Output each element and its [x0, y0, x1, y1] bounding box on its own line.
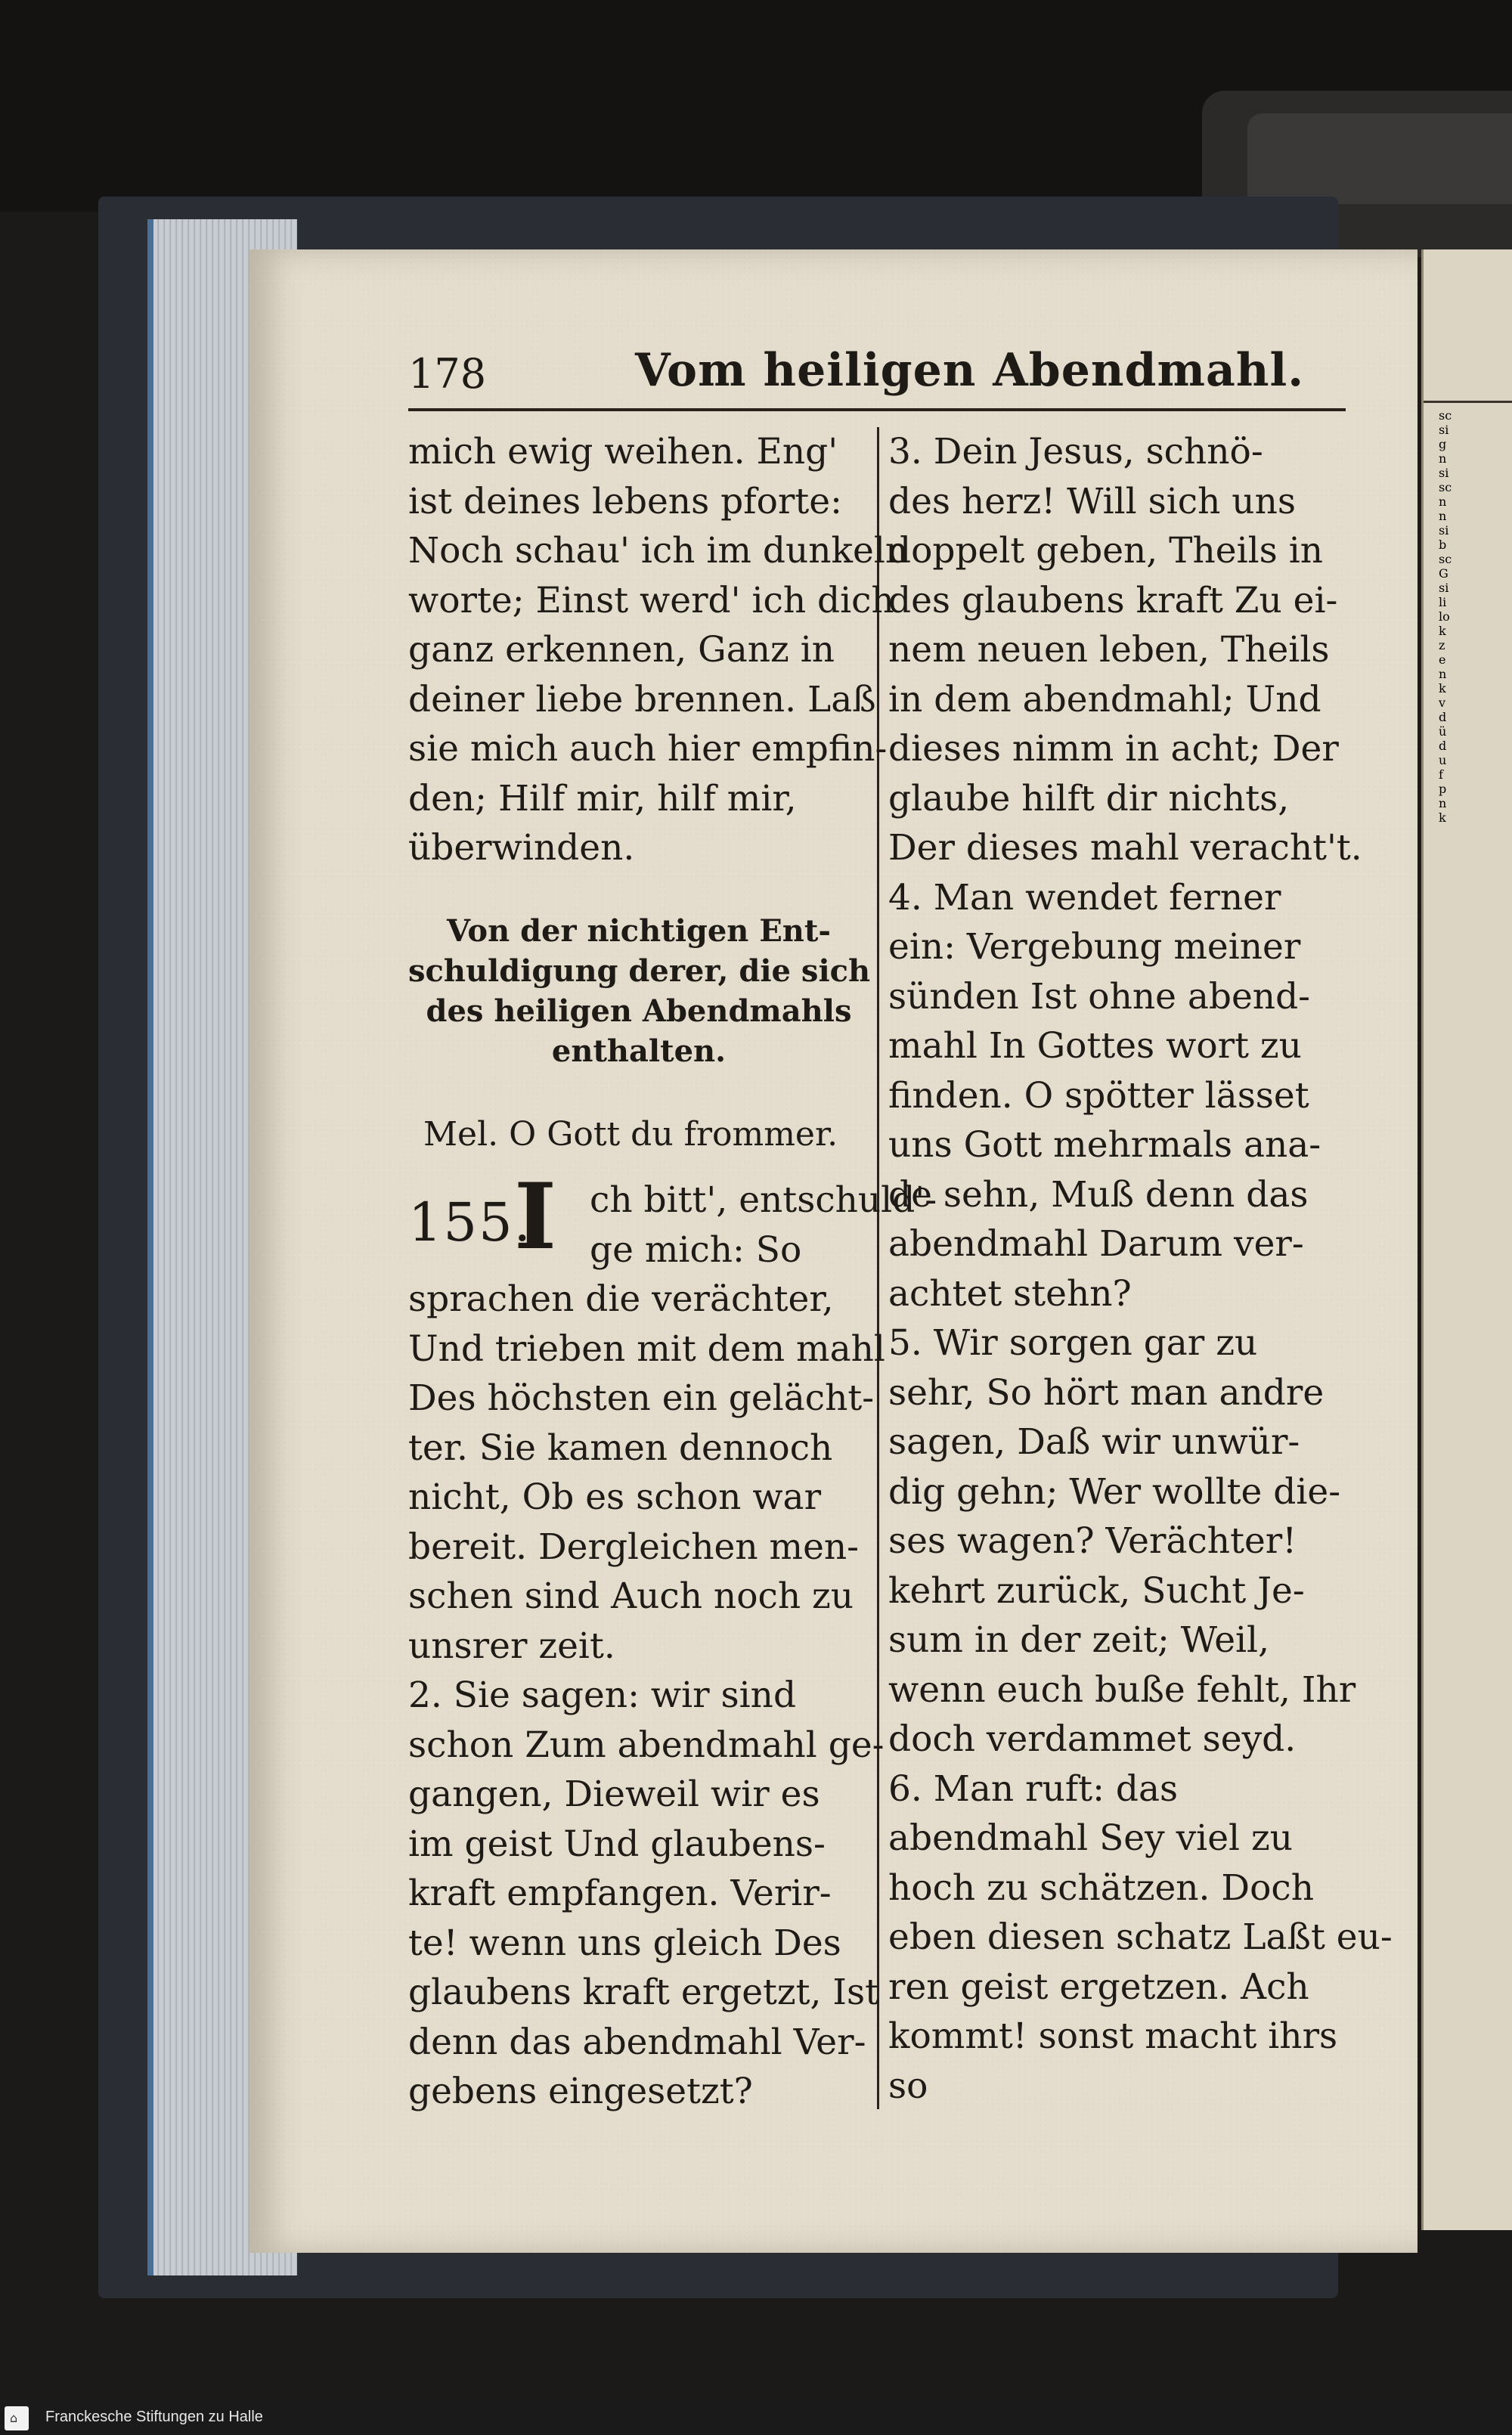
text-line: n — [1439, 451, 1447, 466]
text-line: 2. Sie sagen: wir sind — [408, 1674, 797, 1716]
text-line: deiner liebe brennen. Laß — [408, 678, 876, 720]
text-line: des glaubens kraft Zu ei- — [888, 579, 1338, 621]
text-line: n — [1439, 667, 1447, 681]
text-line: in dem abendmahl; Und — [888, 678, 1321, 720]
text-line: kraft empfangen. Verir- — [408, 1873, 832, 1914]
text-line: k — [1439, 681, 1446, 695]
institution-logo-icon: ⌂ — [5, 2406, 29, 2430]
next-page-fragment — [1421, 249, 1512, 2230]
text-line: nicht, Ob es schon war — [408, 1476, 822, 1518]
text-line: mahl In Gottes wort zu — [888, 1025, 1302, 1067]
text-line: k — [1439, 624, 1446, 638]
text-line: glaube hilft dir nichts, — [888, 777, 1290, 819]
text-line: Noch schau' ich im dunkeln — [408, 530, 909, 572]
text-line: eben diesen schatz Laßt eu- — [888, 1916, 1393, 1958]
text-line: gebens eingesetzt? — [408, 2071, 753, 2112]
text-line: Von der nichtigen Ent- — [447, 913, 831, 949]
text-line: Und trieben mit dem mahl — [408, 1327, 885, 1370]
text-line: wenn euch buße fehlt, Ihr — [888, 1668, 1356, 1711]
text-line: d — [1439, 710, 1447, 724]
text-line: uns Gott mehrmals ana- — [888, 1124, 1321, 1166]
text-line: ses wagen? Verächter! — [888, 1520, 1297, 1562]
text-line: n — [1439, 796, 1447, 810]
text-line: abendmahl Sey viel zu — [888, 1817, 1294, 1859]
text-line: mich ewig weihen. Eng' — [408, 431, 838, 472]
hymn-first-line: ch bitt', entschuld'- — [590, 1179, 937, 1221]
text-line: ü — [1439, 724, 1447, 739]
text-line: li — [1439, 595, 1447, 609]
right-column — [888, 427, 1393, 2111]
text-line: si — [1439, 466, 1449, 480]
footer-credit: Franckesche Stiftungen zu Halle — [45, 2409, 263, 2425]
text-line: n — [1439, 509, 1447, 523]
next-page-lines — [1439, 408, 1512, 825]
text-line: unsrer zeit. — [408, 1625, 615, 1667]
page-header — [408, 344, 1346, 404]
text-line: v — [1439, 695, 1446, 710]
text-line: finden. O spötter lässet — [888, 1074, 1309, 1117]
text-line: hoch zu schätzen. Doch — [888, 1867, 1314, 1909]
column-divider — [877, 427, 879, 2109]
text-line: den; Hilf mir, hilf mir, — [408, 777, 797, 819]
text-line: ist deines lebens pforte: — [408, 480, 842, 522]
text-line: doch verdammet seyd. — [888, 1718, 1297, 1760]
text-line: z — [1439, 638, 1445, 652]
text-line: im geist Und glaubens- — [408, 1823, 826, 1865]
text-line: kehrt zurück, Sucht Je- — [888, 1569, 1305, 1612]
text-line: ter. Sie kamen dennoch — [408, 1427, 833, 1469]
text-line: sprachen die verächter, — [408, 1278, 834, 1320]
text-line: überwinden. — [408, 827, 635, 869]
text-line: e — [1439, 652, 1446, 667]
header-rule — [408, 408, 1346, 411]
text-line: nem neuen leben, Theils — [888, 629, 1330, 671]
text-line: sc — [1439, 408, 1452, 423]
text-line: so — [888, 2065, 928, 2107]
drop-cap: I — [514, 1163, 557, 1270]
text-line: doppelt geben, Theils in — [888, 530, 1324, 572]
text-line: si — [1439, 581, 1449, 595]
text-line: lo — [1439, 609, 1450, 624]
text-line: sum in der zeit; Weil, — [888, 1619, 1270, 1661]
text-line: schen sind Auch noch zu — [408, 1575, 854, 1617]
text-line: schon Zum abendmahl ge- — [408, 1724, 885, 1766]
text-line: bereit. Dergleichen men- — [408, 1526, 860, 1568]
text-line: sünden Ist ohne abend- — [888, 975, 1311, 1018]
text-line: sehr, So hört man andre — [888, 1371, 1325, 1414]
page-number: 178 — [408, 350, 487, 398]
text-line: si — [1439, 423, 1449, 437]
text-line: b — [1439, 537, 1447, 552]
running-title: Vom heiligen Abendmahl. — [635, 344, 1305, 397]
text-line: denn das abendmahl Ver- — [408, 2021, 866, 2063]
melody-line: Mel. O Gott du frommer. — [423, 1115, 838, 1154]
text-line: worte; Einst werd' ich dich — [408, 579, 894, 621]
hymn-155 — [408, 1163, 937, 2117]
text-line: te! wenn uns gleich Des — [408, 1922, 841, 1964]
text-line: 3. Dein Jesus, schnö- — [888, 431, 1263, 472]
section-heading — [408, 911, 869, 1071]
text-line: gangen, Dieweil wir es — [408, 1774, 820, 1815]
adjacent-book-cover-detail — [1247, 113, 1512, 204]
text-line: p — [1439, 782, 1447, 796]
text-line: sagen, Daß wir unwür- — [888, 1421, 1300, 1463]
text-line: achtet stehn? — [888, 1272, 1132, 1315]
text-line: u — [1439, 753, 1447, 767]
text-line: ganz erkennen, Ganz in — [408, 629, 835, 671]
text-line: dig gehn; Wer wollte die- — [888, 1470, 1341, 1513]
text-line: enthalten. — [551, 1033, 727, 1069]
hymn-lines — [408, 1275, 885, 2117]
text-line: 6. Man ruft: das — [888, 1767, 1179, 1810]
text-line: sie mich auch hier empfin- — [408, 728, 888, 770]
text-line: g — [1439, 437, 1447, 451]
hymn-number: 155. — [408, 1191, 532, 1253]
text-line: sc — [1439, 552, 1452, 566]
text-line: des herz! Will sich uns — [888, 480, 1296, 522]
text-line: de sehn, Muß denn das — [888, 1173, 1309, 1216]
text-line: Des höchsten ein gelächt- — [408, 1377, 875, 1419]
text-line: glaubens kraft ergetzt, Ist — [408, 1972, 880, 2013]
text-line: sc — [1439, 480, 1452, 494]
next-page-rule — [1424, 401, 1512, 403]
text-line: G — [1439, 566, 1448, 581]
text-line: si — [1439, 523, 1449, 537]
text-line: 5. Wir sorgen gar zu — [888, 1322, 1258, 1364]
text-line: dieses nimm in acht; Der — [888, 728, 1339, 770]
hymn-opening — [408, 1163, 937, 1275]
left-column — [408, 427, 909, 873]
text-line: abendmahl Darum ver- — [888, 1223, 1304, 1265]
text-line: d — [1439, 739, 1447, 753]
text-line: 4. Man wendet ferner — [888, 876, 1281, 919]
text-line: des heiligen Abendmahls — [426, 993, 852, 1029]
text-line: kommt! sonst macht ihrs — [888, 2015, 1338, 2057]
text-line: Der dieses mahl veracht't. — [888, 827, 1362, 869]
hymn-second-line: ge mich: So — [590, 1228, 802, 1271]
text-line: k — [1439, 810, 1446, 825]
text-line: schuldigung derer, die sich — [408, 953, 871, 989]
text-line: ein: Vergebung meiner — [888, 926, 1301, 968]
text-line: n — [1439, 494, 1447, 509]
text-line: ren geist ergetzen. Ach — [888, 1966, 1309, 2008]
text-line: f — [1439, 767, 1443, 782]
